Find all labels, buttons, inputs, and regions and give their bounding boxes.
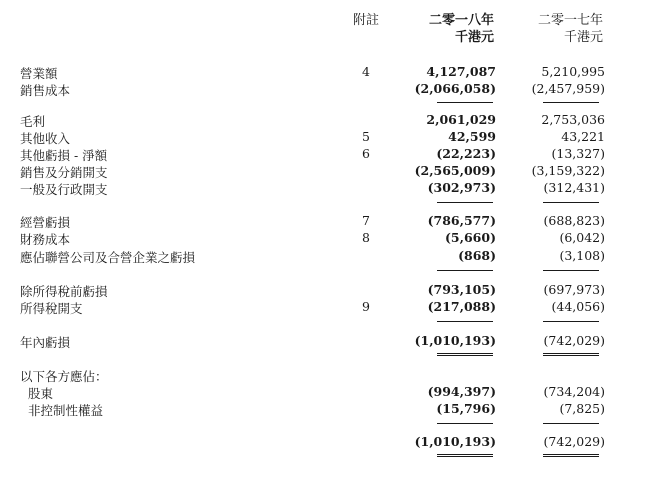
selling-expenses-2017: (3,159,322) bbox=[531, 163, 605, 178]
loss-for-year-label: 年內虧損 bbox=[20, 335, 71, 350]
non-controlling-2018: (15,796) bbox=[436, 401, 496, 416]
total-2017: (742,029) bbox=[543, 434, 605, 449]
admin-expenses-2017: (312,431) bbox=[543, 180, 605, 195]
year-2017-header bbox=[515, 12, 603, 46]
admin-expenses-label: 一般及行政開支 bbox=[20, 182, 108, 197]
other-losses-note: 6 bbox=[362, 146, 370, 161]
revenue-2018: 4,127,087 bbox=[426, 64, 496, 79]
shareholders-2018: (994,397) bbox=[427, 384, 496, 399]
total-double-rule bbox=[543, 353, 599, 356]
other-income-2017: 43,221 bbox=[561, 129, 605, 144]
subtotal-rule bbox=[437, 202, 493, 203]
total-2018: (1,010,193) bbox=[414, 434, 496, 449]
subtotal-rule bbox=[437, 270, 493, 271]
share-of-losses-2018: (868) bbox=[458, 248, 496, 263]
non-controlling-2017: (7,825) bbox=[559, 401, 605, 416]
income-tax-note: 9 bbox=[362, 299, 370, 314]
operating-loss-label: 經營虧損 bbox=[20, 215, 71, 230]
year-2017-label: 二零一七年 bbox=[537, 13, 603, 28]
finance-costs-label: 財務成本 bbox=[20, 232, 71, 247]
subtotal-rule bbox=[543, 202, 599, 203]
loss-before-tax-2017: (697,973) bbox=[543, 282, 605, 297]
shareholders-2017: (734,204) bbox=[543, 384, 605, 399]
total-double-rule bbox=[543, 454, 599, 457]
finance-costs-note: 8 bbox=[362, 230, 370, 245]
shareholders-label: 股東 bbox=[28, 386, 54, 401]
selling-expenses-2018: (2,565,009) bbox=[414, 163, 496, 178]
income-tax-2018: (217,088) bbox=[427, 299, 496, 314]
year-2017-unit: 千港元 bbox=[563, 30, 603, 45]
operating-loss-note: 7 bbox=[362, 213, 370, 228]
gross-profit-2017: 2,753,036 bbox=[541, 112, 605, 127]
gross-profit-2018: 2,061,029 bbox=[426, 112, 496, 127]
finance-costs-2017: (6,042) bbox=[559, 230, 605, 245]
cost-of-sales-label: 銷售成本 bbox=[20, 83, 71, 98]
subtotal-rule bbox=[543, 321, 599, 322]
gross-profit-label: 毛利 bbox=[20, 114, 46, 129]
other-income-label: 其他收入 bbox=[20, 131, 71, 146]
share-of-losses-2017: (3,108) bbox=[559, 248, 605, 263]
share-of-losses-label: 應佔聯營公司及合營企業之虧損 bbox=[20, 250, 196, 265]
revenue-label: 營業額 bbox=[20, 66, 58, 81]
cost-of-sales-2018: (2,066,058) bbox=[414, 81, 496, 96]
loss-before-tax-2018: (793,105) bbox=[427, 282, 496, 297]
revenue-note: 4 bbox=[362, 64, 370, 79]
other-losses-2018: (22,223) bbox=[436, 146, 496, 161]
subtotal-rule bbox=[437, 423, 493, 424]
total-double-rule bbox=[437, 454, 493, 457]
year-2018-label: 二零一八年 bbox=[428, 13, 494, 28]
subtotal-rule bbox=[543, 102, 599, 103]
non-controlling-label: 非控制性權益 bbox=[28, 403, 104, 418]
other-losses-2017: (13,327) bbox=[551, 146, 605, 161]
year-2018-header bbox=[400, 12, 494, 46]
subtotal-rule bbox=[543, 423, 599, 424]
other-income-note: 5 bbox=[362, 129, 370, 144]
other-income-2018: 42,599 bbox=[448, 129, 496, 144]
note-column-header: 附註 bbox=[352, 13, 379, 28]
revenue-2017: 5,210,995 bbox=[541, 64, 605, 79]
other-losses-label: 其他虧損 - 淨額 bbox=[20, 148, 108, 163]
year-2018-unit: 千港元 bbox=[454, 30, 494, 45]
subtotal-rule bbox=[543, 270, 599, 271]
subtotal-rule bbox=[437, 102, 493, 103]
loss-before-tax-label: 除所得稅前虧損 bbox=[20, 284, 108, 299]
selling-expenses-label: 銷售及分銷開支 bbox=[20, 165, 108, 180]
attributable-to-label: 以下各方應佔： bbox=[20, 369, 108, 384]
loss-for-year-2018: (1,010,193) bbox=[414, 333, 496, 348]
operating-loss-2018: (786,577) bbox=[427, 213, 496, 228]
total-double-rule bbox=[437, 353, 493, 356]
income-tax-2017: (44,056) bbox=[551, 299, 605, 314]
subtotal-rule bbox=[437, 321, 493, 322]
operating-loss-2017: (688,823) bbox=[543, 213, 605, 228]
loss-for-year-2017: (742,029) bbox=[543, 333, 605, 348]
finance-costs-2018: (5,660) bbox=[445, 230, 496, 245]
admin-expenses-2018: (302,973) bbox=[427, 180, 496, 195]
cost-of-sales-2017: (2,457,959) bbox=[531, 81, 605, 96]
income-tax-label: 所得稅開支 bbox=[20, 301, 83, 316]
